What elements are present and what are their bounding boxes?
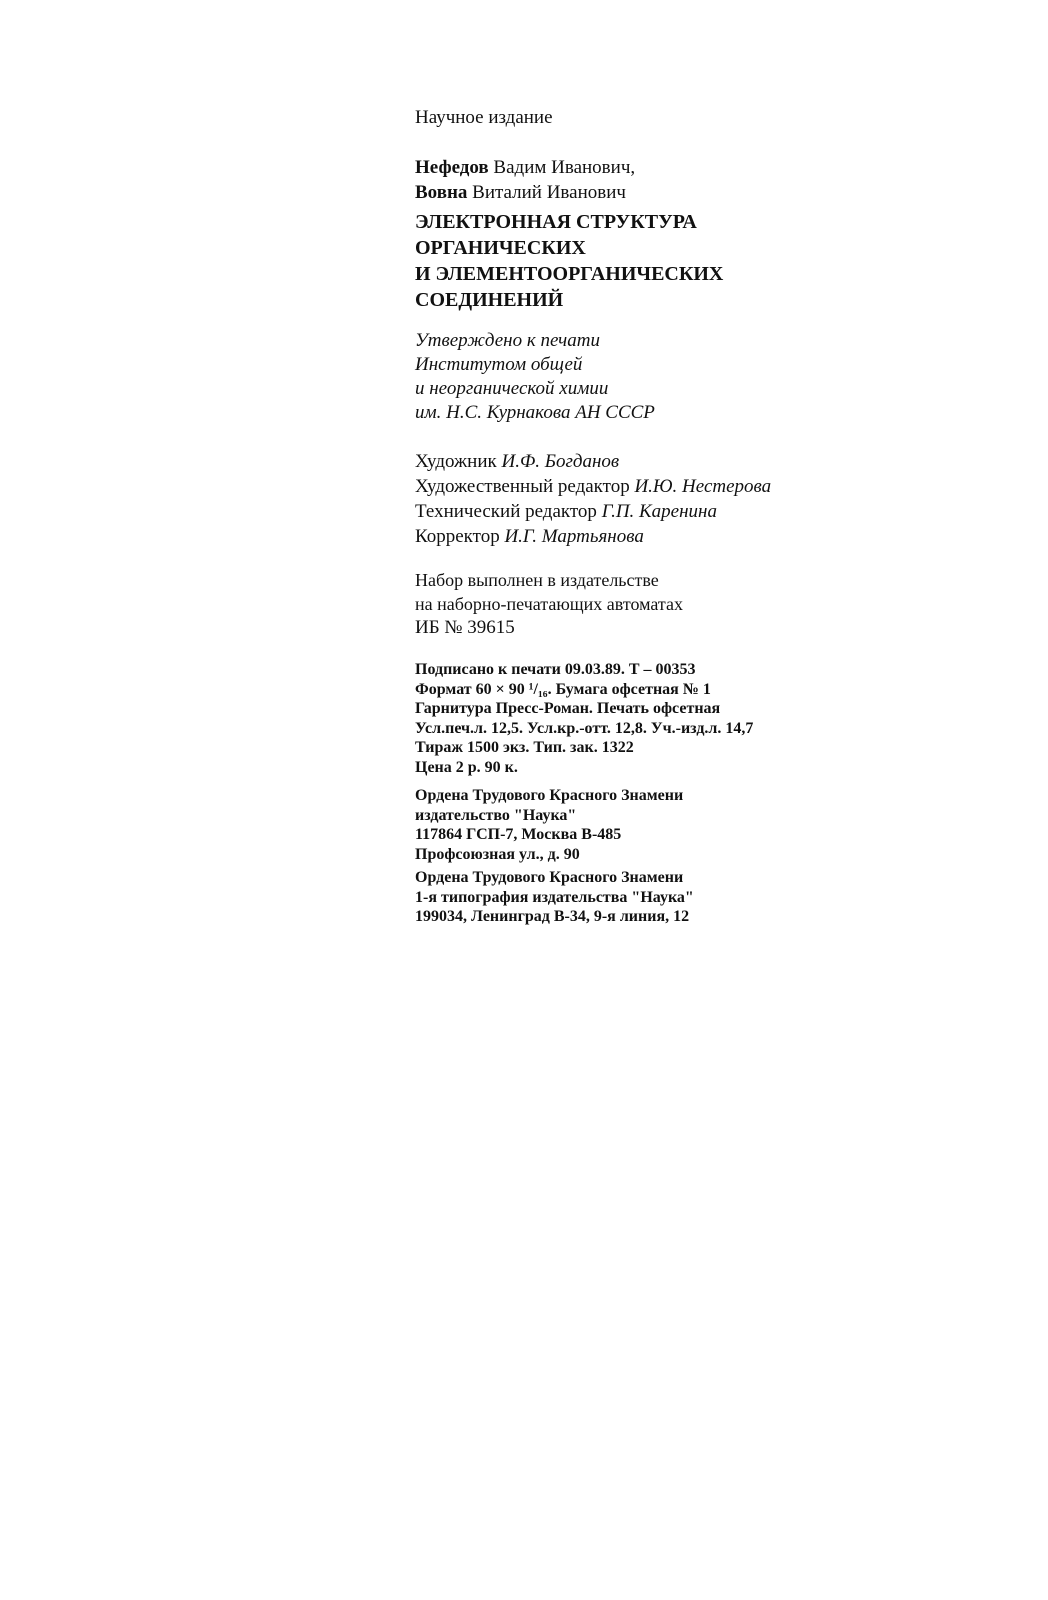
authors (415, 155, 635, 205)
approval-note: Утверждено к печати Институтом общей и неорганической химии им. Н.С. Курнакова АН СССР (415, 330, 655, 423)
staff-credits (415, 449, 771, 549)
book-title: ЭЛЕКТРОННАЯ СТРУКТУРА ОРГАНИЧЕСКИХ И ЭЛЕМЕНТООРГАНИЧЕСКИХ СОЕДИНЕНИЙ (415, 211, 724, 311)
typesetting-note: Набор выполнен в издательстве на наборно-печатающих автоматах (415, 570, 683, 614)
author-2: Вовна Виталий Иванович (415, 182, 626, 203)
staff-artist: Художник И.Ф. Богданов (415, 451, 620, 472)
edition-type: Научное издание (415, 107, 553, 128)
publisher-info: Ордена Трудового Красного Знамени издательство "Наука" 117864 ГСП-7, Москва В-485 Профсоюзная ул., д. 90 Ордена Трудового Красного Знамени 1-я типография издательства "Наука" 199034, Ленинград В-34, 9-я линия, 12 (415, 787, 694, 925)
staff-proofreader: Корректор И.Г. Мартьянова (415, 526, 644, 547)
staff-art-editor: Художественный редактор И.Ю. Нестерова (415, 476, 772, 497)
print-data: Подписано к печати 09.03.89. Т – 00353 Формат 60 × 90 ¹/₁₆. Бумага офсетная № 1 Гарнитура Пресс-Роман. Печать офсетная Усл.печ.л. 12,5. Усл.кр.-отт. 12,8. Уч.-изд.л. 14,7 Тираж 1500 экз. Тип. зак. 1322 Цена 2 р. 90 к. (415, 661, 754, 776)
author-1: Нефедов Вадим Иванович, (415, 157, 636, 178)
printer-info: Ордена Трудового Красного Знамени (415, 869, 684, 886)
staff-tech-editor: Технический редактор Г.П. Каренина (415, 501, 717, 522)
ib-number: ИБ № 39615 (415, 617, 515, 638)
